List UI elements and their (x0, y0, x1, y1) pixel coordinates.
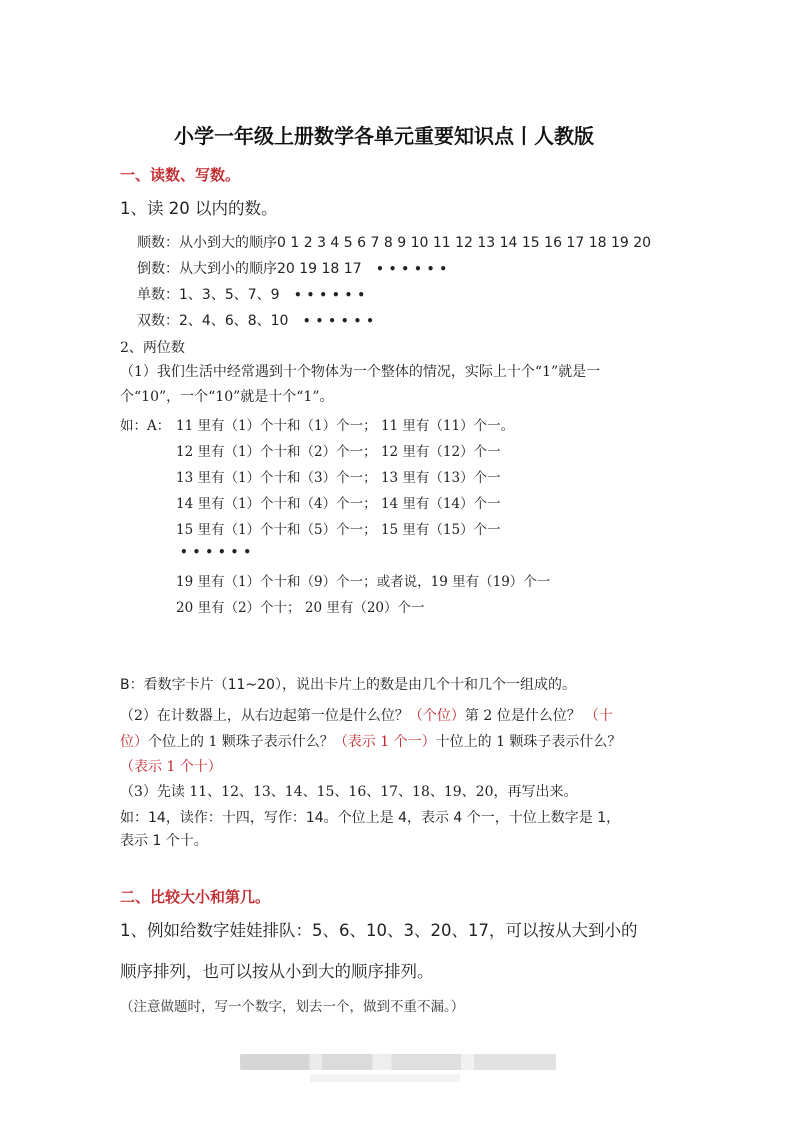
q2-text: （2）在计数器上，从右边起第一位是什么位？ (120, 708, 409, 724)
section-2-item-1-line-1: 1、例如给数字娃娃排队：5、6、10、3、20、17，可以按从大到小的 (120, 921, 638, 940)
daoshu-ellipsis: •••••• (376, 262, 453, 276)
shunshu-line (137, 232, 651, 252)
daoshu-line (137, 258, 452, 278)
blurred-watermark (240, 1054, 556, 1070)
q2-answer-ten-bead: （表示 1 个十） (120, 759, 222, 775)
example-14-line-2: 表示 1 个十。 (120, 833, 208, 849)
examples-ellipsis: •••••• (180, 545, 257, 559)
shuangshu-label: 双数：2、4、6、8、10 (137, 313, 289, 329)
shunshu-values: 0 1 2 3 4 5 6 7 8 9 10 11 12 13 14 15 16 17 18 19 20 (277, 235, 652, 251)
shuangshu-ellipsis: •••••• (302, 314, 379, 328)
example-line: 15 里有（1）个十和（5）个一； 15 里有（15）个一 (176, 522, 501, 538)
q2-answer-one-bead: （表示 1 个一） (333, 734, 436, 750)
section-2-heading: 二、比较大小和第几。 (120, 888, 271, 906)
shuangshu-line (137, 310, 379, 330)
q2-answer-tens-end: 位） (120, 734, 148, 750)
example-line: 19 里有（1）个十和（9）个一；或者说，19 里有（19）个一 (176, 574, 551, 590)
example-line: 13 里有（1）个十和（3）个一； 13 里有（13）个一 (176, 470, 501, 486)
example-line: 14 里有（1）个十和（4）个一； 14 里有（14）个一 (176, 496, 501, 512)
example-b-line: B：看数字卡片（11~20），说出卡片上的数是由几个十和几个一组成的。 (120, 677, 576, 693)
q2-answer-ones: （个位） (408, 708, 465, 724)
para-1-line-2: 个“10”，一个“10”就是十个“1”。 (120, 389, 334, 405)
question-2-line-1 (120, 705, 613, 725)
example-a-prefix: 如：A： (120, 418, 171, 434)
danshu-line (137, 284, 370, 304)
blurred-watermark (310, 1074, 460, 1082)
item-1-read-numbers: 1、读 20 以内的数。 (120, 199, 278, 218)
section-1-heading: 一、读数、写数。 (120, 166, 241, 184)
q2-text: 个位上的 1 颗珠子表示什么？ (148, 734, 334, 750)
example-14-line-1: 如：14，读作：十四，写作：14。个位上是 4，表示 4 个一，十位上数字是 1， (120, 810, 621, 826)
q2-text: 十位上的 1 颗珠子表示什么？ (435, 734, 622, 750)
question-3: （3）先读 11、12、13、14、15、16、17、18、19、20，再写出来。 (120, 784, 578, 800)
shunshu-label: 顺数：从小到大的顺序 (137, 235, 277, 251)
example-line: 12 里有（1）个十和（2）个一； 12 里有（12）个一 (176, 444, 501, 460)
q2-answer-tens-start: （十 (584, 708, 613, 724)
example-line: 11 里有（1）个十和（1）个一； 11 里有（11）个一。 (176, 418, 515, 434)
danshu-label: 单数：1、3、5、7、9 (137, 287, 280, 303)
daoshu-label: 倒数：从大到小的顺序 (137, 261, 277, 277)
para-1-line-1: （1）我们生活中经常遇到十个物体为一个整体的情况，实际上十个“1”就是一 (120, 364, 601, 380)
daoshu-values: 20 19 18 17 (277, 261, 362, 277)
question-2-line-2 (120, 731, 621, 751)
danshu-ellipsis: •••••• (294, 288, 371, 302)
item-2-two-digit: 2、两位数 (120, 340, 185, 356)
q2-text: 第 2 位是什么位？ (464, 708, 581, 724)
section-2-note: （注意做题时，写一个数字，划去一个，做到不重不漏。） (120, 999, 465, 1015)
section-2-item-1-line-2: 顺序排列，也可以按从小到大的顺序排列。 (120, 962, 434, 981)
example-line: 20 里有（2）个十； 20 里有（20）个一 (176, 600, 425, 616)
page-title: 小学一年级上册数学各单元重要知识点丨人教版 (174, 124, 594, 148)
